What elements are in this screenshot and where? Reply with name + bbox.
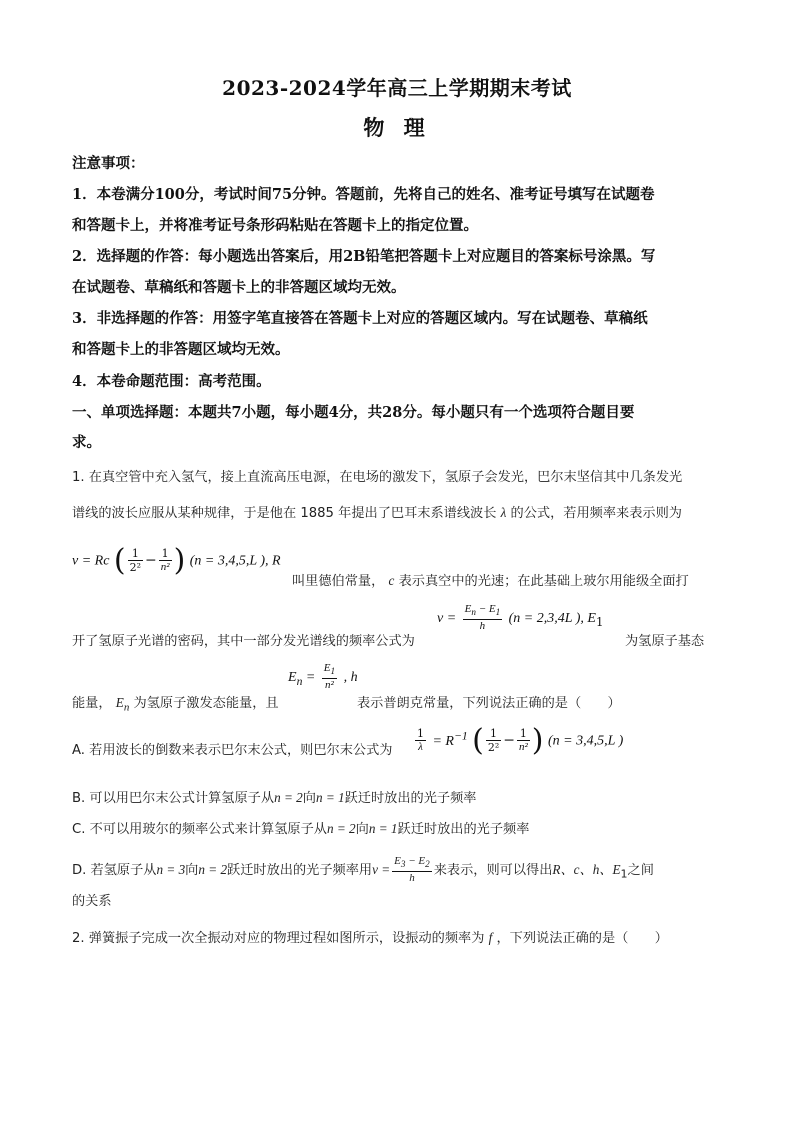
option-d-n3: n = 3	[156, 862, 186, 878]
q1-line-3	[292, 570, 689, 589]
option-a-formula: $\frac{1}{\lambda}$ = $R^{-1}$ ( $\frac{1}{\text{2²}}$ − $\frac{1}{\text{n²}}$ ) (n = 3,4,5,L )	[417, 723, 624, 758]
energy-level-formula: $E_n$ = $\frac{E_1}{\text{n²}}$ , h	[288, 662, 358, 692]
option-d-a: D. 若氢原子从	[72, 863, 157, 879]
notice-heading: 注意事项：	[72, 155, 145, 172]
option-a-tail: (n = 3,4,5,L )	[547, 733, 624, 749]
q1-line-4a: 开了氢原子光谱的密码，其中一部分发光谱线的频率公式为	[72, 634, 415, 649]
c-symbol: c	[388, 573, 395, 588]
balmer-lhs: ν = Rc	[72, 553, 110, 569]
option-d-symbols: R、c、h、E	[552, 862, 621, 878]
q1-line-4b: 为氢原子基态	[625, 634, 705, 649]
option-b-end: 跃迁时放出的光子频率	[344, 791, 477, 806]
q1-line-5a: 能量，	[72, 696, 112, 711]
option-d-c: 跃迁时放出的光子频率用	[227, 863, 373, 879]
q1-option-c	[72, 818, 529, 837]
q1-line-1: 1. 在真空管中充入氢气，接上直流高压电源，在电场的激发下，氢原子会发光，巴尔末坚信其中几条发光	[72, 470, 683, 485]
q1-option-b	[72, 787, 477, 806]
notice-item-3-line-2: 和答题卡上的非答题区域均无效。	[72, 341, 290, 358]
q1-line-5: 能量， $E_n$ 为氢原子激发态能量，且	[72, 695, 279, 714]
option-c-n2: n = 2	[326, 821, 356, 836]
q1-line-5c: 表示普朗克常量，下列说法正确的是（ ）	[357, 696, 621, 711]
option-b-to: 向	[302, 791, 316, 806]
energy-tail: , h	[343, 670, 358, 686]
option-d-to: 向	[185, 863, 199, 879]
q1-line-2b: 的公式，若用频率来表示则为	[510, 506, 682, 521]
q1-option-a-text: A. 若用波长的倒数来表示巴尔末公式，则巴尔末公式为	[72, 743, 393, 758]
q2-line-1	[72, 927, 668, 946]
notice-item-2-line-1: 2．选择题的作答：每小题选出答案后，用2B铅笔把答题卡上对应题目的答案标号涂黑。写	[72, 248, 656, 265]
section-heading-line-2: 求。	[72, 434, 101, 451]
option-b-text: B. 可以用巴尔末公式计算氢原子从	[72, 791, 275, 806]
option-c-to: 向	[355, 822, 369, 837]
subject-title: 物 理	[363, 115, 431, 140]
notice-item-1-line-2: 和答题卡上，并将准考证号条形码粘贴在答题卡上的指定位置。	[72, 217, 478, 234]
notice-item-4: 4．本卷命题范围：高考范围。	[72, 373, 271, 390]
notice-item-3-line-1: 3．非选择题的作答：用签字笔直接答在答题卡上对应的答题区域内。写在试题卷、草稿纸	[72, 310, 648, 327]
notice-item-2-line-2: 在试题卷、草稿纸和答题卡上的非答题区域均无效。	[72, 279, 406, 296]
en-symbol: E	[115, 695, 124, 710]
balmer-formula: ν = Rc ( $\frac{1}{\text{2²}}$ − $\frac{1}{\text{n²}}$ ) (n = 3,4,5,L ), R	[72, 543, 281, 578]
notice-item-1-line-1: 1．本卷满分100分，考试时间75分钟。答题前，先将自己的姓名、准考证号填写在试题卷	[72, 186, 655, 203]
q1-line-2	[72, 502, 682, 521]
q1-option-d: D. 若氢原子从n = 3向n = 2跃迁时放出的光子频率用ν = $\frac{E_3 - E_2}{h}$ 来表示，则可以得出R、c、h、$E_1$之间	[72, 855, 654, 885]
option-b-n2: n = 2	[274, 790, 303, 805]
lambda-symbol: λ	[500, 505, 507, 520]
option-b-n1: n = 1	[315, 790, 345, 805]
q1-line-3b: 表示真空中的光速；在此基础上玻尔用能级全面打	[398, 574, 689, 589]
option-c-end: 跃迁时放出的光子频率	[397, 822, 530, 837]
option-d-n2: n = 2	[198, 862, 228, 878]
bohr-formula: ν = $\frac{E_n - E_1}{h}$ (n = 2,3,4L ), $E_1$	[437, 603, 604, 633]
section-heading-line-1: 一、单项选择题：本题共7小题，每小题4分，共28分。每小题只有一个选项符合题目要	[72, 404, 635, 421]
option-d-d: 来表示，则可以得出	[433, 863, 553, 879]
q1-line-5b: 为氢原子激发态能量，且	[133, 696, 279, 711]
option-d-e: 之间	[627, 863, 654, 879]
q2-line-1a: 2. 弹簧振子完成一次全振动对应的物理过程如图所示，设振动的频率为	[72, 931, 485, 946]
option-c-text: C. 不可以用玻尔的频率公式来计算氢原子从	[72, 822, 327, 837]
q1-option-d-line-2: 的关系	[72, 894, 112, 909]
q2-line-1b: ，下列说法正确的是（ ）	[496, 931, 668, 946]
option-c-n1: n = 1	[368, 821, 398, 836]
balmer-tail: (n = 3,4,5,L ), R	[189, 553, 281, 569]
bohr-tail: (n = 2,3,4L ), E	[508, 611, 596, 627]
q1-line-3a: 叫里德伯常量，	[292, 574, 385, 589]
exam-title: 2023-2024学年高三上学期期末考试	[222, 76, 572, 100]
f-symbol: f	[488, 930, 493, 945]
q1-line-2a: 谱线的波长应服从某种规律，于是他在 1885 年提出了巴耳末系谱线波长	[72, 506, 497, 521]
